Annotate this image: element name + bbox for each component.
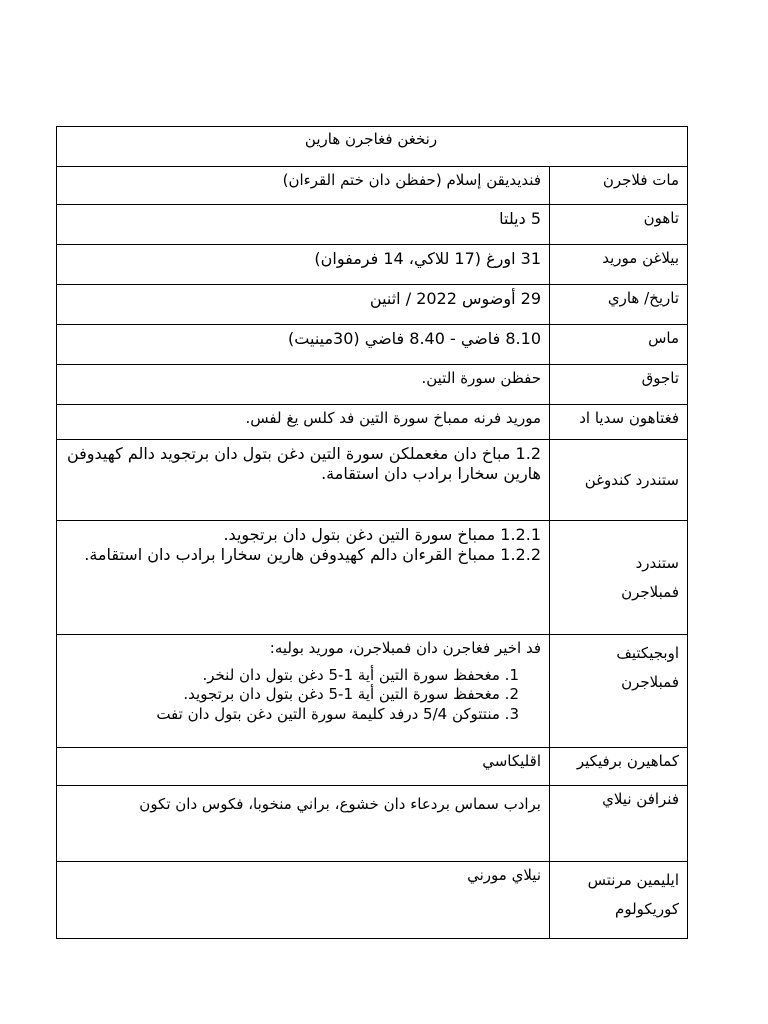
list-item-text: مغحفظ سورة التين أية 1-5 دغن بتول دان لنخر. (202, 665, 500, 684)
row-value-content-standard: 1.2 مباخ دان مغعملكن سورة التين دغن بتول دان برتجويد دالم كهيدوفن هارين سخارا برادب دان استقامة. (57, 440, 550, 521)
row-value-learning-standard (57, 521, 550, 635)
table-row (57, 440, 688, 521)
row-value-thinking-skills: اقليكاسي (57, 748, 550, 786)
row-value-prior-knowledge: موريد فرنه ممباخ سورة التين فد كلس يغ لفس. (57, 405, 550, 440)
table-row (57, 405, 688, 440)
objectives-list (63, 666, 541, 725)
row-label-objectives (550, 635, 688, 748)
row-label-topic: تاجوق (550, 365, 688, 405)
row-label-student-count: بيلاغن موريد (550, 245, 688, 285)
table-row (57, 635, 688, 748)
row-label-time: ماس (550, 325, 688, 365)
table-row (57, 285, 688, 325)
list-item (63, 666, 519, 686)
list-item (63, 705, 519, 725)
table-row (57, 365, 688, 405)
document-title: رنخغن فغاجرن هارين (57, 127, 688, 167)
table-row (57, 748, 688, 786)
row-value-time: 8.10 فاضي - 8.40 فاضي (30مينيت) (57, 325, 550, 365)
label-line: اوبجيكتيف (616, 644, 679, 662)
row-value-objectives (57, 635, 550, 748)
list-item-number: 1. (504, 665, 519, 684)
row-label-values: فنرافن نيلاي (550, 786, 688, 862)
row-value-values: برادب سماس بردعاء دان خشوع، براني منخوبا، فكوس دان تكون (57, 786, 550, 862)
list-item (63, 685, 519, 705)
row-label-year: تاهون (550, 205, 688, 245)
table-row (57, 167, 688, 205)
learning-standard-item: 1.2.1 ممباخ سورة التين دغن بتول دان برتجويد. (223, 525, 541, 544)
label-line: فمبلاجرن (621, 582, 679, 601)
table-row (57, 245, 688, 285)
row-value-student-count: 31 اورغ (17 للاكي، 14 فرمفوان) (57, 245, 550, 285)
row-label-cross-curricular (550, 862, 688, 939)
row-label-thinking-skills: كماهيرن برفيكير (550, 748, 688, 786)
label-line: فمبلاجرن (621, 672, 679, 691)
label-line: كوريكولوم (615, 899, 679, 918)
row-label-date-day: تاريخ/ هاري (550, 285, 688, 325)
list-item-number: 3. (504, 704, 519, 723)
list-item-number: 2. (504, 685, 519, 704)
objectives-intro: فد اخير فغاجرن دان فمبلاجرن، موريد بوليه: (269, 639, 541, 657)
row-label-content-standard: ستندرد كندوغن (550, 440, 688, 521)
table-row (57, 862, 688, 939)
table-row (57, 205, 688, 245)
label-line: ستندرد (635, 554, 679, 572)
row-value-subject: فنديديقن إسلام (حفظن دان ختم القرءان) (57, 167, 550, 205)
label-line: ايليمين مرنتس (587, 871, 679, 889)
row-value-year: 5 ديلتا (57, 205, 550, 245)
list-item-text: منتتوكن 5/4 درفد كليمة سورة التين دغن بتول دان تفت (156, 704, 500, 723)
row-value-cross-curricular: نيلاي مورني (57, 862, 550, 939)
row-label-subject: مات فلاجرن (550, 167, 688, 205)
lesson-plan-table (56, 126, 688, 939)
title-row (57, 127, 688, 167)
row-value-date-day: 29 أوضوس 2022 / اثنين (57, 285, 550, 325)
learning-standard-item: 1.2.2 ممباخ القرءان دالم كهيدوفن هارين سخارا برادب دان استقامة. (84, 545, 541, 564)
table-row (57, 325, 688, 365)
list-item-text: مغحفظ سورة التين أية 1-5 دغن بتول دان برتجويد. (183, 685, 500, 704)
row-label-prior-knowledge: فغتاهون سديا اد (550, 405, 688, 440)
table-row (57, 786, 688, 862)
table-row (57, 521, 688, 635)
row-value-topic: حفظن سورة التين. (57, 365, 550, 405)
row-label-learning-standard (550, 521, 688, 635)
